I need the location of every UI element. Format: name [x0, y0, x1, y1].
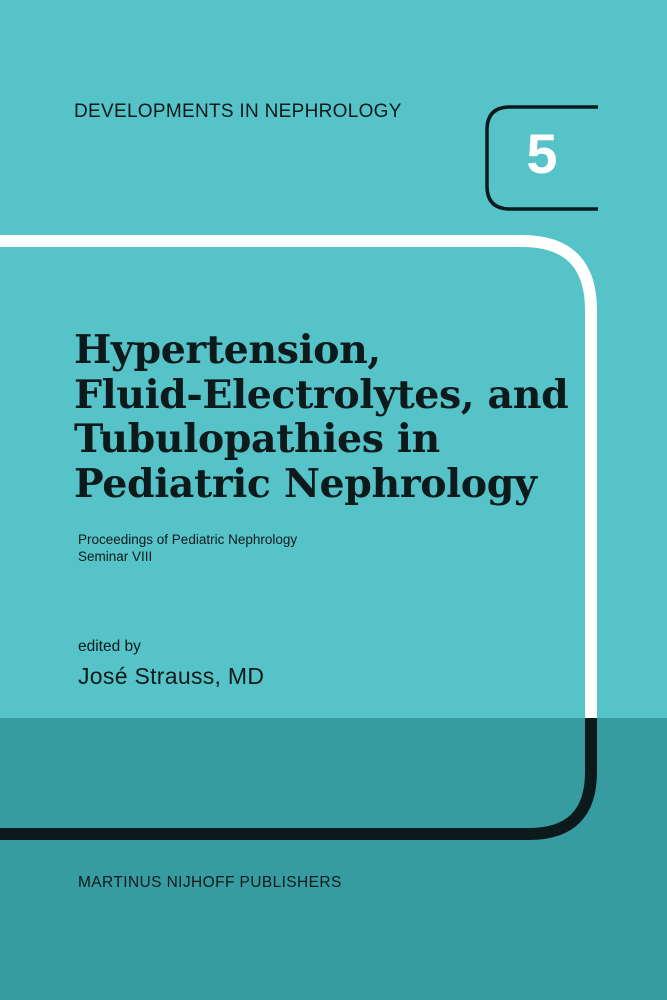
book-subtitle	[78, 531, 297, 565]
subtitle-line: Seminar VIII	[78, 549, 153, 564]
series-title: DEVELOPMENTS IN NEPHROLOGY	[74, 101, 402, 122]
subtitle-line: Proceedings of Pediatric Nephrology	[78, 532, 298, 547]
book-title	[74, 328, 568, 506]
book-title-line: Fluid-Electrolytes, and	[74, 371, 569, 418]
book-title-line: Pediatric Nephrology	[74, 460, 537, 507]
edited-by-label: edited by	[78, 638, 141, 655]
book-title-line: Hypertension,	[74, 327, 381, 373]
book-title-line: Tubulopathies in	[74, 416, 440, 462]
volume-number: 5	[526, 122, 558, 185]
editor-name: José Strauss, MD	[78, 663, 265, 689]
publisher-name: MARTINUS NIJHOFF PUBLISHERS	[78, 874, 342, 891]
frame-dark-line	[0, 718, 591, 834]
